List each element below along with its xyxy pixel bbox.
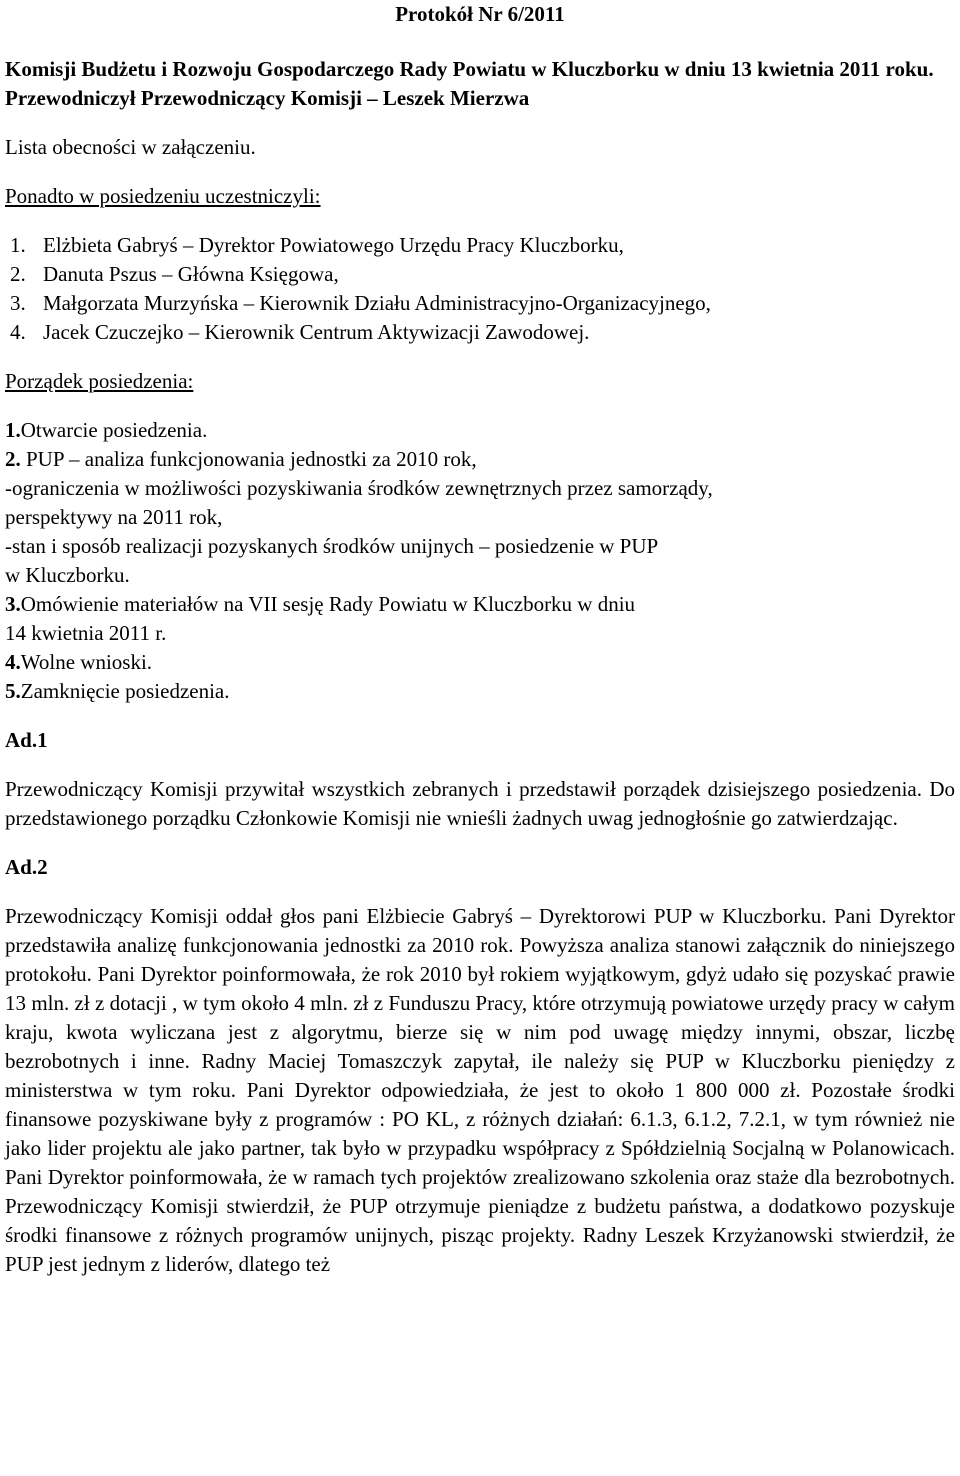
agenda-list (5, 416, 955, 706)
agenda-text: Zamknięcie posiedzenia. (20, 679, 230, 703)
participant-text: Elżbieta Gabryś – Dyrektor Powiatowego Urzędu Pracy Kluczborku, (43, 233, 624, 257)
participant-item (10, 318, 955, 347)
participant-text: Danuta Pszus – Główna Księgowa, (43, 262, 339, 286)
attendance-note: Lista obecności w załączeniu. (5, 135, 256, 159)
agenda-item-4 (5, 648, 955, 677)
agenda-number: 1. (5, 418, 21, 442)
participant-item (10, 231, 955, 260)
agenda-heading: Porządek posiedzenia: (5, 369, 194, 393)
agenda-number: 4. (5, 650, 21, 674)
agenda-item-2-line: -stan i sposób realizacji pozyskanych środków unijnych – posiedzenie w PUP (5, 534, 659, 558)
participant-text: Jacek Czuczejko – Kierownik Centrum Aktywizacji Zawodowej. (43, 320, 590, 344)
agenda-number: 5. (5, 679, 21, 703)
ad1-heading: Ad.1 (5, 728, 48, 752)
agenda-text: Omówienie materiałów na VII sesję Rady Powiatu w Kluczborku w dniu (20, 592, 636, 616)
participant-item (10, 260, 955, 289)
agenda-item-5 (5, 677, 955, 706)
commission-line: Komisji Budżetu i Rozwoju Gospodarczego Rady Powiatu w Kluczborku w dniu 13 kwietnia 2011 roku. (5, 57, 934, 81)
participant-item (10, 289, 955, 318)
agenda-item-2 (5, 445, 955, 474)
agenda-item-3 (5, 590, 955, 619)
ad2-paragraph: Przewodniczący Komisji oddał głos pani Elżbiecie Gabryś – Dyrektorowi PUP w Kluczborku. Pani Dyrektor przedstawiła analizę funkcjonowania jednostki za 2010 rok. Powyższa analiza stanowi załącznik do niniejszego protokołu. Pani Dyrektor poinformowała, że rok 2010 był rokiem wyjątkowym, gdyż udało się pozyskać prawie 13 mln. zł z dotacji , w tym około 4 mln. zł z Funduszu Pracy, które otrzymują powiatowe urzędy pracy w całym kraju, kwota wyliczana jest z algorytmu, bierze się w nim pod uwagę między innymi, obszar, liczbę bezrobotnych i inne. Radny Maciej Tomaszczyk zapytał, ile należy się PUP w Kluczborku pieniędzy z ministerstwa w tym roku. Pani Dyrektor odpowiedziała, że jest to około 1 800 000 zł. Pozostałe środki finansowe pozyskiwane były z programów : PO KL, z różnych działań: 6.1.3, 6.1.2, 7.2.1, w tym również nie jako lider projektu ale jako partner, tak było w przypadku współpracy z Spółdzielnią Socjalną w Polanowicach. Pani Dyrektor poinformowała, że w ramach tych projektów zrealizowano szkolenia oraz staże dla bezrobotnych. Przewodniczący Komisji stwierdził, że PUP otrzymuje pieniądze z budżetu państwa, a dodatkowo pozyskuje środki finansowe z różnych programów unijnych, pisząc projekty. Radny Leszek Krzyżanowski stwierdził, że PUP jest jednym z liderów, dlatego też (5, 904, 955, 1276)
document-title: Protokół Nr 6/2011 (395, 2, 565, 26)
participant-text: Małgorzata Murzyńska – Kierownik Działu Administracyjno-Organizacyjnego, (43, 291, 711, 315)
ad1-paragraph: Przewodniczący Komisji przywitał wszystkich zebranych i przedstawił porządek dzisiejszego posiedzenia. Do przedstawionego porządku Członkowie Komisji nie wnieśli żadnych uwag jednogłośnie go zatwierdzając. (5, 777, 955, 830)
list-number: 4. (10, 320, 26, 344)
agenda-item-2-line: w Kluczborku. (5, 563, 130, 587)
agenda-text: PUP – analiza funkcjonowania jednostki za 2010 rok, (26, 447, 477, 471)
ad2-heading: Ad.2 (5, 855, 48, 879)
agenda-number: 3. (5, 592, 21, 616)
agenda-item-2-line: perspektywy na 2011 rok, (5, 505, 223, 529)
list-number: 2. (10, 262, 26, 286)
agenda-item-1 (5, 416, 955, 445)
agenda-text: Wolne wnioski. (20, 650, 153, 674)
agenda-item-2-line: -ograniczenia w możliwości pozyskiwania środków zewnętrznych przez samorządy, (5, 476, 713, 500)
participants-list (5, 231, 955, 347)
agenda-text: Otwarcie posiedzenia. (20, 418, 208, 442)
document-page (5, 0, 955, 1279)
agenda-item-3-line: 14 kwietnia 2011 r. (5, 621, 167, 645)
list-number: 1. (10, 233, 26, 257)
agenda-number: 2. (5, 447, 21, 471)
participants-heading: Ponadto w posiedzeniu uczestniczyli: (5, 184, 321, 208)
chair-line: Przewodniczył Przewodniczący Komisji – Leszek Mierzwa (5, 86, 530, 110)
list-number: 3. (10, 291, 26, 315)
